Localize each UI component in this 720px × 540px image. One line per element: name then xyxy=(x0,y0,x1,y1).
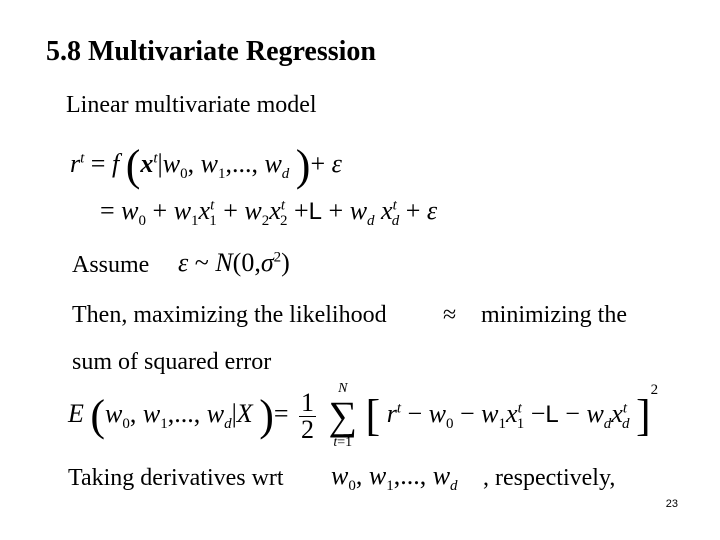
assume-label: Assume xyxy=(72,252,150,278)
slide-title: 5.8 Multivariate Regression xyxy=(46,36,376,67)
subtitle: Linear multivariate model xyxy=(66,92,317,118)
likelihood-text-c: sum of squared error xyxy=(72,349,272,375)
page-number: 23 xyxy=(665,498,678,510)
model-equation-line1: $r^t = f$ ($x^t|w_0$, $w_1$,..., $w_d$ )+ ε xyxy=(70,141,342,190)
deriv-text-b: , respectively, xyxy=(483,465,616,491)
likelihood-text-a: Then, maximizing the likelihood xyxy=(72,302,387,328)
weight-list: $w_0$, $w_1$,..., $w_d$ xyxy=(331,461,458,495)
error-equation: E ($w_0$, $w_1$,..., $w_d|X$ )= $\frac{1}{2}$ N ∑ t=1 [ $r^t - w_0 - w_1x^t_1 -L - w_dx^t_d$ ]$^2$ xyxy=(68,381,659,451)
model-equation-line2: = $w_0 + w_1x^t_1 + w_2x^t_2 +L + w_d$ $x^t_d + \varepsilon$ xyxy=(100,196,438,230)
likelihood-text-b: minimizing the xyxy=(481,302,627,328)
deriv-text-a: Taking derivatives wrt xyxy=(68,465,284,491)
noise-distribution: ε ~ $N(0,\sigma^2)$ xyxy=(178,248,290,277)
approx-symbol: ≈ xyxy=(443,302,457,328)
